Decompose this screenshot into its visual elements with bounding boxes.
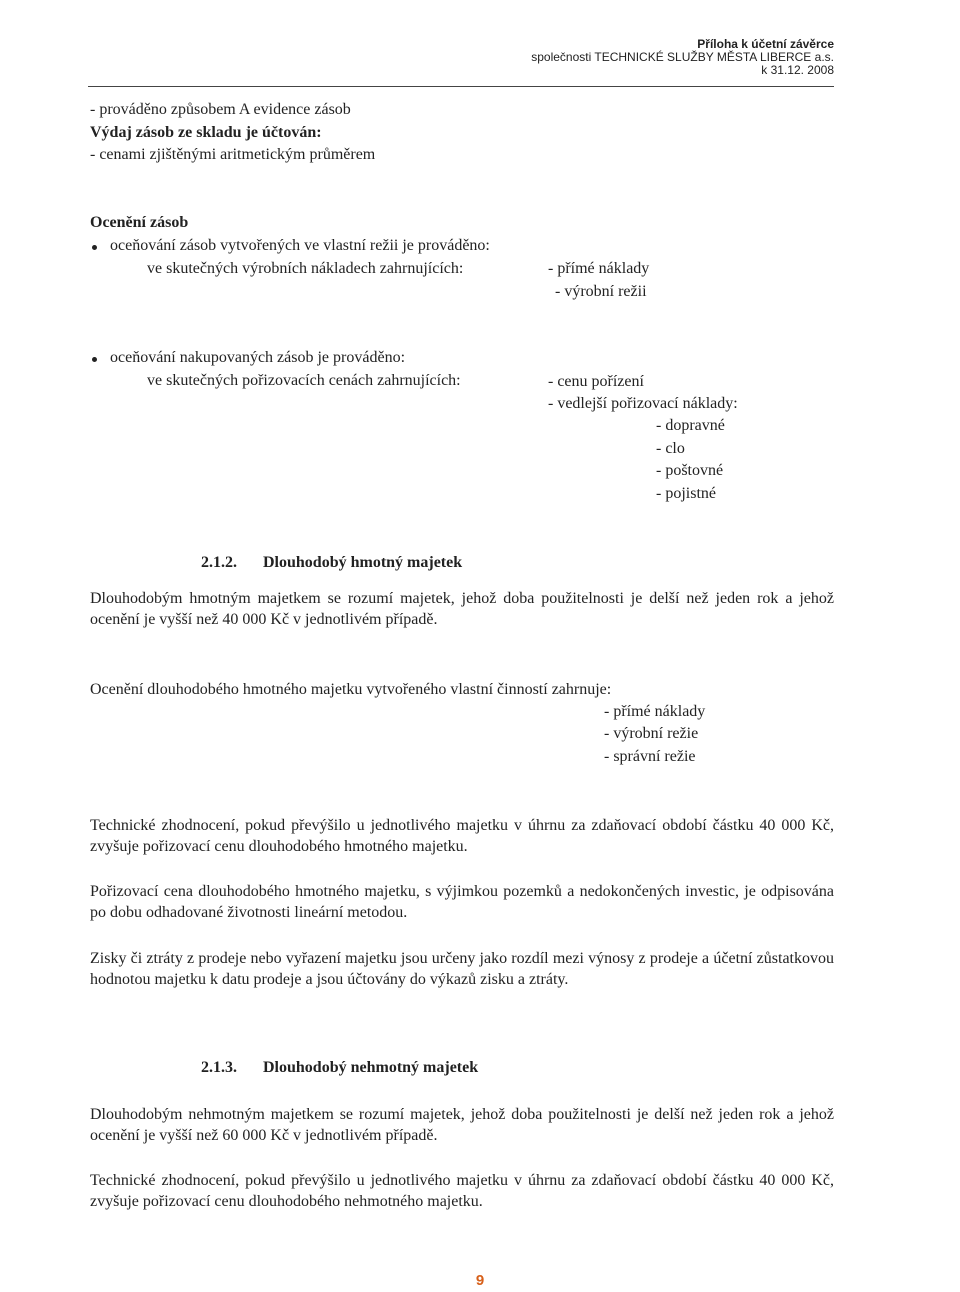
s212-p5: Zisky či ztráty z prodeje nebo vyřazení majetku jsou určeny jako rozdíl mezi výnosy z prodeje a účetní zůstatkovou hodnotou majetku k datu prodeje a jsou účtovány do výkazů zisku a ztráty. bbox=[90, 950, 834, 988]
top-line-3: - cenami zjištěnými aritmetickým průměrem bbox=[90, 146, 376, 163]
oceneni-b2-subitem: - clo bbox=[656, 440, 685, 457]
s213-p2: Technické zhodnocení, pokud převýšilo u jednotlivého majetku v úhrnu za zdaňovací období částku 40 000 Kč, zvyšuje pořizovací cenu dlouhodobého nehmotného majetku. bbox=[90, 1172, 834, 1210]
oceneni-b2-subitem: - pojistné bbox=[656, 485, 716, 502]
oceneni-b2-item: - vedlejší pořizovací náklady: bbox=[548, 395, 738, 412]
oceneni-b1-item: - výrobní režii bbox=[555, 283, 647, 300]
s212-p2-item: - správní režie bbox=[604, 748, 696, 765]
header-date: k 31.12. 2008 bbox=[761, 63, 834, 77]
section-title: Dlouhodobý nehmotný majetek bbox=[263, 1059, 479, 1076]
oceneni-b2-subitem: - dopravné bbox=[656, 417, 725, 434]
section-heading-212 bbox=[201, 554, 462, 572]
s212-p2-item: - přímé náklady bbox=[604, 703, 706, 720]
page-header bbox=[531, 38, 834, 77]
oceneni-b1-sub: ve skutečných výrobních nákladech zahrnujících: bbox=[147, 260, 464, 277]
s212-p2: Ocenění dlouhodobého hmotného majetku vytvořeného vlastní činností zahrnuje: bbox=[90, 681, 612, 698]
header-company: společnosti TECHNICKÉ SLUŽBY MĚSTA LIBERCE a.s. bbox=[531, 50, 834, 64]
s213-p1: Dlouhodobým nehmotným majetkem se rozumí majetek, jehož doba použitelnosti je delší než jeden rok a jehož ocenění je vyšší než 60 000 Kč v jednotlivém případě. bbox=[90, 1106, 834, 1144]
oceneni-b1-item: - přímé náklady bbox=[548, 260, 650, 277]
s212-p1: Dlouhodobým hmotným majetkem se rozumí majetek, jehož doba použitelnosti je delší než jeden rok a jehož ocenění je vyšší než 40 000 Kč v jednotlivém případě. bbox=[90, 590, 834, 628]
section-heading-213 bbox=[201, 1059, 478, 1077]
top-line-2: Výdaj zásob ze skladu je účtován: bbox=[90, 124, 322, 141]
oceneni-b2-sub: ve skutečných pořizovacích cenách zahrnujících: bbox=[147, 372, 461, 389]
oceneni-b2-line: oceňování nakupovaných zásob je prováděno: bbox=[110, 349, 406, 366]
oceneni-b1-line: oceňování zásob vytvořených ve vlastní režii je prováděno: bbox=[110, 237, 490, 254]
section-title: Dlouhodobý hmotný majetek bbox=[263, 554, 463, 571]
header-title: Příloha k účetní závěrce bbox=[697, 37, 834, 51]
oceneni-title: Ocenění zásob bbox=[90, 214, 189, 231]
bullet-icon bbox=[92, 357, 97, 362]
oceneni-b2-subitem: - poštovné bbox=[656, 462, 724, 479]
top-line-1: - prováděno způsobem A evidence zásob bbox=[90, 101, 351, 118]
s212-p3: Technické zhodnocení, pokud převýšilo u jednotlivého majetku v úhrnu za zdaňovací období částku 40 000 Kč, zvyšuje pořizovací cenu dlouhodobého hmotného majetku. bbox=[90, 817, 834, 855]
section-number: 2.1.3. bbox=[201, 1059, 237, 1076]
bullet-icon bbox=[92, 245, 97, 250]
page-number: 9 bbox=[475, 1272, 485, 1289]
section-number: 2.1.2. bbox=[201, 554, 237, 571]
s212-p4: Pořizovací cena dlouhodobého hmotného majetku, s výjimkou pozemků a nedokončených investic, je odpisována po dobu odhadované životnosti lineární metodou. bbox=[90, 883, 834, 921]
oceneni-b2-item: - cenu pořízení bbox=[548, 373, 644, 390]
header-rule bbox=[88, 86, 834, 87]
s212-p2-item: - výrobní režie bbox=[604, 725, 699, 742]
